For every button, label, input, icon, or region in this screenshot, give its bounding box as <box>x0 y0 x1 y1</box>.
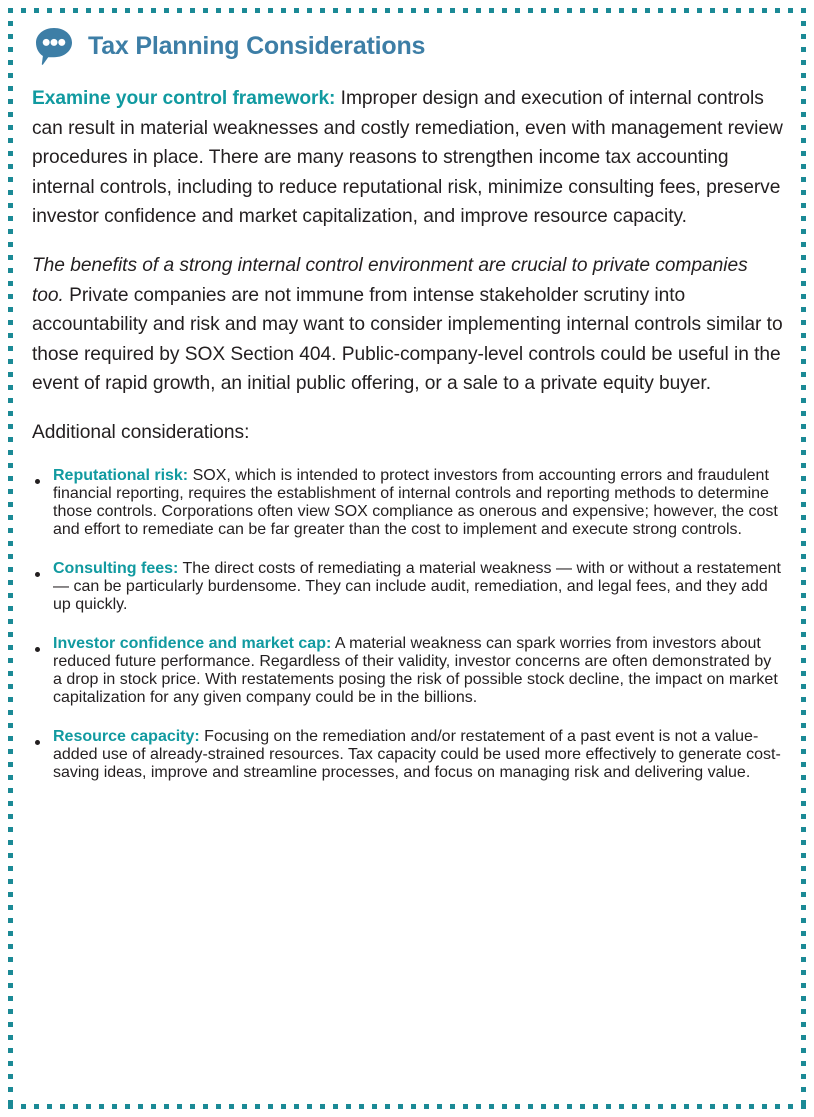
paragraph-private-companies <box>32 251 784 399</box>
paragraph-control-framework <box>32 84 784 232</box>
bullet-label: Resource capacity: <box>53 727 200 745</box>
page-title: Tax Planning Considerations <box>88 31 426 60</box>
list-item <box>32 635 784 707</box>
italic-lead-text: The benefits of a strong internal control environment are crucial to private companies too. <box>32 254 748 306</box>
bullet-label: Consulting fees: <box>53 559 179 577</box>
bullet-label: Reputational risk: <box>53 466 189 484</box>
card-content <box>32 24 784 782</box>
dotted-border-right <box>801 8 806 1109</box>
considerations-list <box>32 467 784 782</box>
paragraph-additional-considerations: Additional considerations: <box>32 421 250 443</box>
paragraph-text: Improper design and execution of internal controls can result in material weaknesses and costly remediation, even with management review procedures in place. There are many reasons to strengthen income tax accounting internal controls, including to reduce reputational risk, minimize consulting fees, preserve investor confidence and market capitalization, and improve resource capacity. <box>32 88 783 228</box>
bullet-dot-icon <box>35 647 40 652</box>
dotted-border-left <box>8 8 13 1109</box>
paragraph-text: Private companies are not immune from intense stakeholder scrutiny into accountability and risk and may want to consider implementing internal controls similar to those required by SOX Section 404. Public-company-level controls could be useful in the event of rapid growth, an initial public offering, or a sale to a private equity buyer. <box>32 284 783 395</box>
bullet-dot-icon <box>35 479 40 484</box>
bullet-label: Investor confidence and market cap: <box>53 634 332 652</box>
card-header <box>32 24 784 68</box>
bullet-text: A material weakness can spark worries from investors about reduced future performance. Regardless of their validity, investor concerns are often demonstrated by a drop in stock price. With restatements posing the risk of possible stock decline, the impact on market capitalization for any given company could be in the billions. <box>53 634 778 706</box>
bullet-text: SOX, which is intended to protect investors from accounting errors and fraudulent financial reporting, requires the establishment of internal controls and reporting methods to determine those controls. Corporations often view SOX compliance as onerous and expensive; however, the cost and effort to remediate can be far greater than the cost to implement and execute strong controls. <box>53 466 778 538</box>
bullet-text: Focusing on the remediation and/or restatement of a past event is not a value-added use of already-strained resources. Tax capacity could be used more effectively to generate cost-saving ideas, improve and streamline processes, and focus on managing risk and delivering value. <box>53 727 781 781</box>
list-item <box>32 728 784 782</box>
list-item <box>32 560 784 614</box>
dotted-border-top <box>8 8 806 13</box>
bullet-text: The direct costs of remediating a material weakness — with or without a restatement — can be particularly burdensome. They can include audit, remediation, and legal fees, and they add up quickly. <box>53 559 781 613</box>
dotted-border-bottom <box>8 1104 806 1109</box>
lead-in-label: Examine your control framework: <box>32 88 336 109</box>
speech-bubble-ellipsis-icon <box>32 24 76 68</box>
bullet-dot-icon <box>35 572 40 577</box>
list-item <box>32 467 784 539</box>
bullet-dot-icon <box>35 740 40 745</box>
